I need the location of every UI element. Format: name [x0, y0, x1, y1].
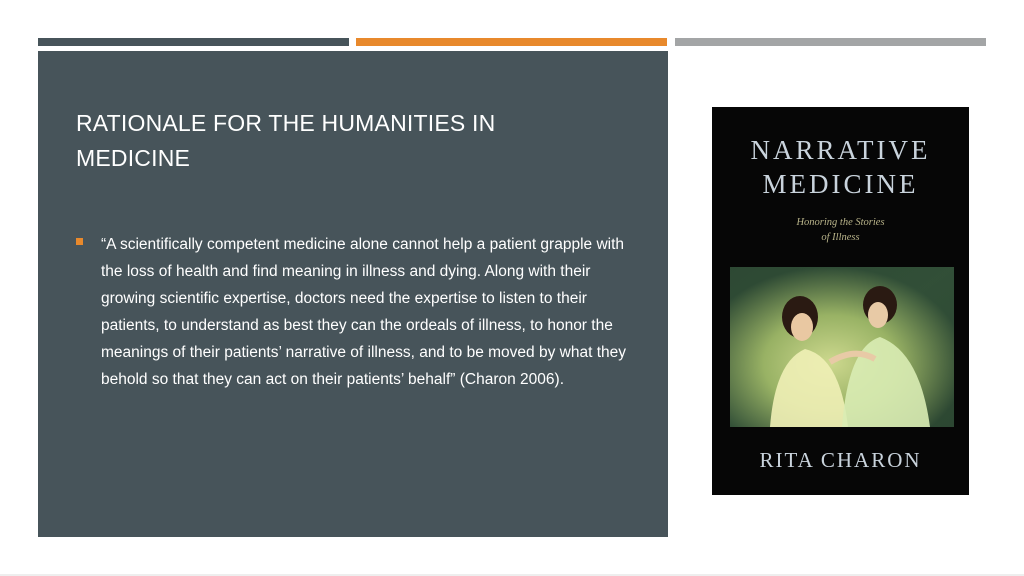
- book-subtitle-line-2: of Illness: [821, 232, 860, 243]
- book-subtitle: [712, 215, 969, 245]
- book-title-line-1: NARRATIVE: [750, 135, 931, 165]
- bullet-text: “A scientifically competent medicine alone cannot help a patient grapple with the loss of health and find meaning in illness and dying. Along with their growing scientific expertise, doctors need the expertise to listen to their patients, to understand as best they can the ordeals of illness, to honor the meanings of their patients’ narrative of illness, and to be moved by what they behold so that they can act on their patients’ behalf” (Charon 2006).: [101, 236, 626, 388]
- top-accent-bar-gray: [675, 38, 986, 46]
- square-bullet-icon: [76, 238, 83, 245]
- slide-title: RATIONALE FOR THE HUMANITIES IN MEDICINE: [76, 110, 496, 171]
- top-accent-bar-dark: [38, 38, 349, 46]
- book-cover-image: [712, 107, 969, 495]
- content-panel: [38, 51, 668, 537]
- book-subtitle-line-1: Honoring the Stories: [796, 217, 885, 228]
- book-title-line-2: MEDICINE: [762, 169, 919, 199]
- cover-painting: [730, 267, 954, 427]
- book-author: RITA CHARON: [759, 448, 922, 472]
- top-accent-bar-orange: [356, 38, 667, 46]
